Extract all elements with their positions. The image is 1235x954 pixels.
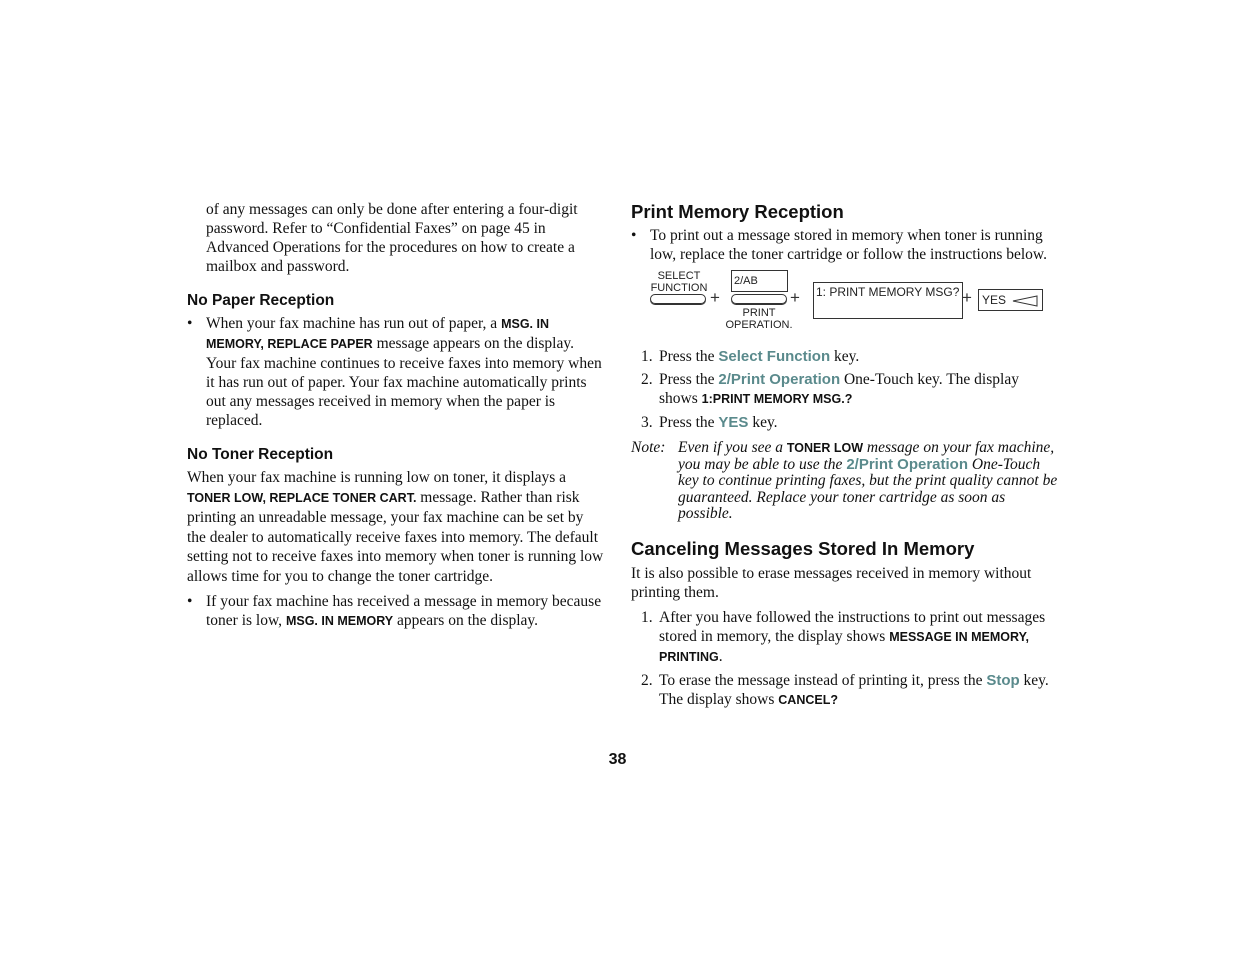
arrow-left-icon [1012,295,1038,307]
display-text: MSG. IN MEMORY [285,614,394,628]
step-2: 2. Press the 2/Print Operation One-Touch key. The display shows 1:PRINT MEMORY MSG.? [641,371,1019,407]
display-text: TONER LOW [786,441,864,455]
cancel-step-1: 1. After you have followed the instructions to print out messages stored in memory, the display shows MESSAGE IN MEMORY, PRINTING. [641,608,1046,665]
key-sequence-diagram [650,270,1061,332]
canceling-heading: Canceling Messages Stored In Memory [631,537,975,559]
print-operation-label: PRINT OPERATION. [725,307,793,331]
print-memory-bullet: • To print out a message stored in memory when toner is running low, replace the toner cartridge or follow the instructions below. [631,227,1047,263]
print-memory-heading: Print Memory Reception [631,201,844,222]
toner-note: Note: Even if you see a TONER LOW message on your fax machine, you may be able to use the 2/Print Operation One-Touch key to continue printing faxes, but the print quality cannot be guaranteed. Replace your toner cartridge as soon as possible. [631,439,1058,522]
page-number: 38 [608,751,627,768]
yes-key-name: YES [718,414,749,431]
no-paper-heading: No Paper Reception [187,292,335,309]
step-3: 3. Press the YES key. [641,414,778,431]
display-text: TONER LOW, REPLACE TONER CART. [187,490,417,505]
right-column [631,200,1061,710]
no-toner-heading: No Toner Reception [187,446,334,463]
yes-key: YES [978,289,1043,311]
display-text: MESSAGE IN MEMORY, PRINTING [659,629,1030,664]
select-function-key: Select Function [718,348,831,365]
plus-sign: + [962,288,972,307]
key-label-box: 2/AB [731,270,788,292]
print-steps [631,347,1061,432]
print-operation-key: 2/Print Operation [718,371,841,388]
select-function-label: SELECT FUNCTION [650,270,708,294]
display-panel: 1: PRINT MEMORY MSG? [813,282,963,319]
plus-sign: + [790,288,800,307]
plus-sign: + [710,288,720,307]
no-toner-bullet: • If your fax machine has received a message in memory because toner is low, MSG. IN MEMORY appears on the display. [187,593,602,629]
intro-paragraph: of any messages can only be done after entering a four-digit password. Refer to “Confidential Faxes” on page 45 in Advanced Operations for the procedures on how to create a mailbox and password. [206,201,578,275]
no-toner-paragraph: When your fax machine is running low on toner, it displays a TONER LOW, REPLACE TONER CART. message. Rather than risk printing an unreadable message, your fax machine can be set by the dealer to automatically receive faxes into memory. The default setting not to receive faxes into memory when toner is running low allows time for you to change the toner cartridge. [187,469,604,585]
display-text: 1:PRINT MEMORY MSG.? [701,392,853,406]
step-1: 1. Press the Select Function key. [641,348,860,365]
display-text: MSG. IN MEMORY, REPLACE PAPER [206,317,549,351]
cancel-step-2: 2. To erase the message instead of printing it, press the Stop key. The display shows CANCEL? [641,671,1049,708]
stop-key: Stop [986,671,1020,689]
display-text: CANCEL? [778,692,838,707]
print-operation-key: 2/Print Operation [846,455,968,473]
canceling-intro: It is also possible to erase messages received in memory without printing them. [631,564,1032,601]
no-paper-bullet: • When your fax machine has run out of paper, a MSG. IN MEMORY, REPLACE PAPER message appears on the display. Your fax machine continues to receive faxes into memory when it has run out of paper. Your fax machine automatically prints out any messages received in memory when the paper is replaced. [187,315,602,429]
select-function-key-shape [650,294,706,304]
print-operation-key-shape [731,294,787,304]
left-column [187,200,605,631]
